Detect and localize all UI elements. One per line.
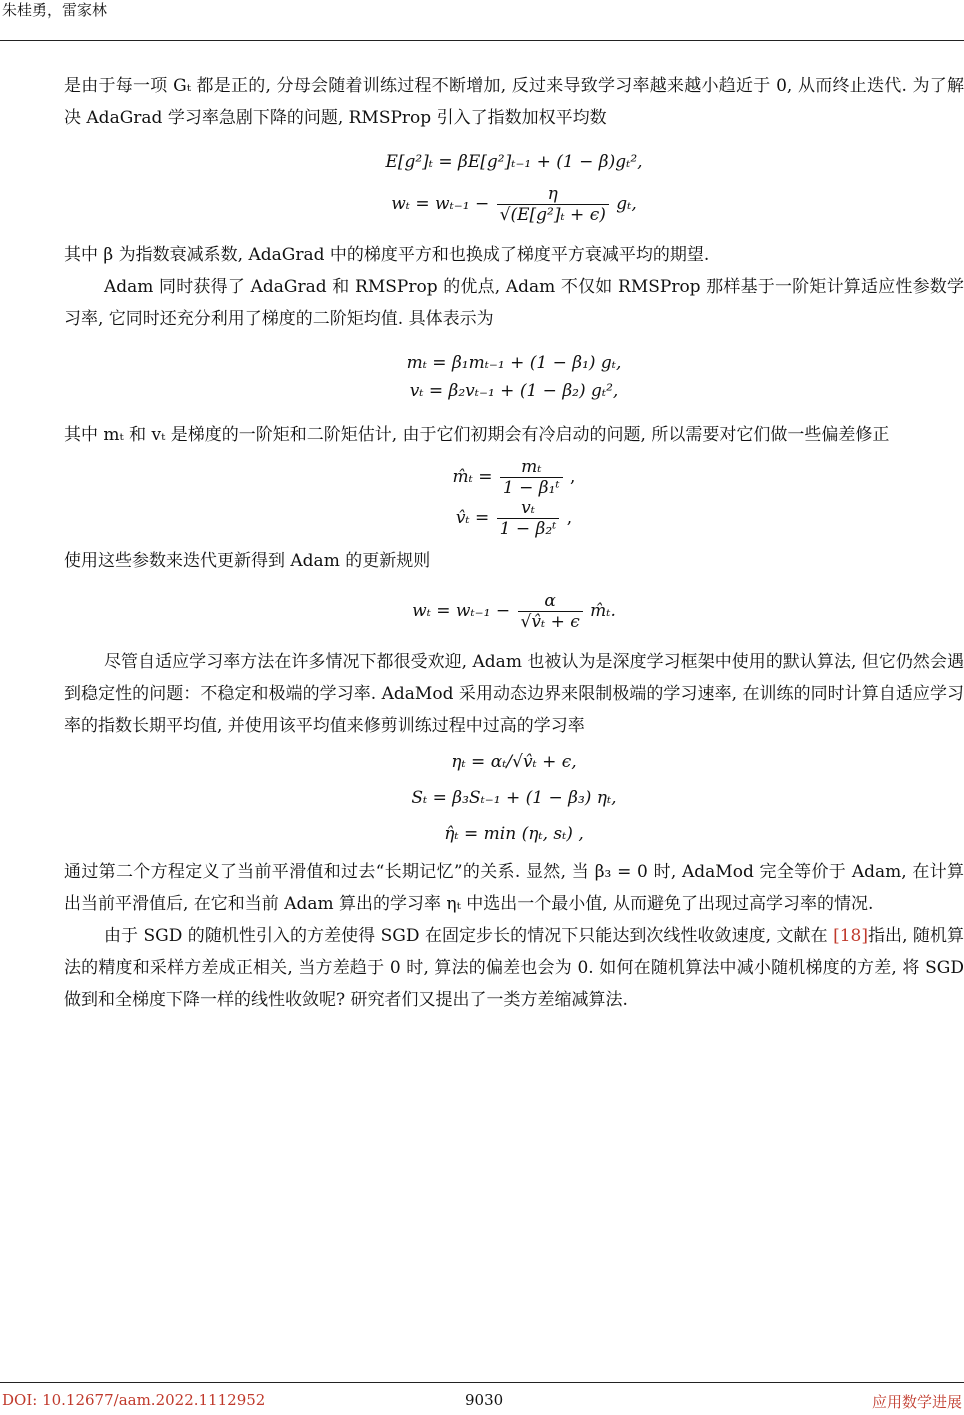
- footer-doi-link[interactable]: DOI: 10.12677/aam.2022.1112952: [2, 1391, 266, 1409]
- equation-adam-row2: vₜ = β₂vₜ₋₁ + (1 − β₂) gₜ²,: [409, 381, 619, 401]
- paragraph-8-start: 由于 SGD 的随机性引入的方差使得 SGD 在固定步长的情况下只能达到次线性收敛速度, 文献在: [104, 926, 834, 946]
- footer-page-number: 9030: [465, 1391, 504, 1409]
- eq3-row1-denominator: 1 − β₁ᵗ: [502, 478, 560, 498]
- eq4-right: m̂ₜ.: [590, 601, 616, 621]
- eq1-right: gₜ,: [616, 194, 637, 214]
- equation-adamod: [64, 748, 964, 848]
- equation-adamod-row3: η̂ₜ = min (ηₜ, sₜ) ,: [444, 824, 584, 844]
- citation-link[interactable]: [18]: [833, 926, 868, 946]
- paragraph-7: 通过第二个方程定义了当前平滑值和过去“长期记忆”的关系. 显然, 当 β₃ = 0 时, AdaMod 完全等价于 Adam, 在计算出当前平滑值后, 在它和当前 Adam 算出的学习率 ηₜ 中选出一个最小值, 从而避免了出现过高学习率的情况.: [64, 862, 964, 914]
- equation-rmsprop-row1: E[g²]ₜ = βE[g²]ₜ₋₁ + (1 − β)gₜ²,: [385, 152, 643, 172]
- equation-bias-row2: [64, 498, 964, 539]
- eq3-row2-left: v̂ₜ =: [455, 508, 490, 528]
- page-header: [0, 0, 964, 41]
- eq3-row2-denominator: 1 − β₂ᵗ: [499, 519, 557, 539]
- paragraph-1: 是由于每一项 Gₜ 都是正的, 分母会随着训练过程不断增加, 反过来导致学习率越来越小趋近于 0, 从而终止迭代. 为了解决 AdaGrad 学习率急剧下降的问题, RMSProp 引入了指数加权平均数: [64, 76, 964, 128]
- eq3-row1-left: m̂ₜ =: [452, 467, 493, 487]
- equation-adam-row1: mₜ = β₁mₜ₋₁ + (1 − β₁) gₜ,: [406, 353, 622, 373]
- eq3-row2-fraction: [497, 498, 560, 539]
- page-footer: [0, 1382, 964, 1415]
- eq1-left: wₜ = wₜ₋₁ −: [391, 194, 490, 214]
- eq1-numerator: η: [497, 184, 609, 205]
- eq3-row2-right: ,: [566, 508, 573, 528]
- paragraph-2: 其中 β 为指数衰减系数, AdaGrad 中的梯度平方和也换成了梯度平方衰减平均的期望.: [64, 245, 710, 265]
- equation-bias-row1: [64, 457, 964, 498]
- paragraph-6: 尽管自适应学习率方法在许多情况下都很受欢迎, Adam 也被认为是深度学习框架中使用的默认算法, 但它仍然会遇到稳定性的问题：不稳定和极端的学习率. AdaMod 采用动态边界来限制极端的学习速率, 在训练的同时计算自适应学习率的指数长期平均值, 并使用该平均值来修剪训练过程中过高的学习率: [64, 652, 964, 736]
- equation-adam-moments: [64, 349, 964, 405]
- eq1-fraction: [497, 184, 609, 225]
- paragraph-8-end: 指出, 随机算法的精度和采样方差成正相关, 当方差趋于 0 时, 算法的偏差也会为 0. 如何在随机算法中减小随机梯度的方差, 将 SGD 做到和全梯度下降一样的线性收敛呢? 研究者们又提出了一类方差缩减算法.: [64, 926, 964, 1010]
- paragraph-5: 使用这些参数来迭代更新得到 Adam 的更新规则: [64, 551, 431, 571]
- eq4-numerator: α: [518, 591, 583, 612]
- eq3-row2-numerator: vₜ: [497, 498, 560, 519]
- equation-rmsprop: [64, 148, 964, 225]
- paragraph-8: [64, 920, 964, 1016]
- equation-rmsprop-row2: [64, 184, 964, 225]
- equation-bias-correction: [64, 457, 964, 539]
- paragraph-3: Adam 同时获得了 AdaGrad 和 RMSProp 的优点, Adam 不仅如 RMSProp 那样基于一阶矩计算适应性参数学习率, 它同时还充分利用了梯度的二阶矩均值. 具体表示为: [64, 277, 964, 329]
- eq3-row1-numerator: mₜ: [500, 457, 563, 478]
- eq4-fraction: [518, 591, 583, 632]
- eq4-denominator: √v̂ₜ + ϵ: [520, 612, 580, 632]
- footer-journal-link[interactable]: 应用数学进展: [871, 1393, 962, 1411]
- equation-adamod-row2: Sₜ = β₃Sₜ₋₁ + (1 − β₃) ηₜ,: [411, 788, 617, 808]
- eq3-row1-fraction: [500, 457, 563, 498]
- eq1-denominator: √(E[g²]ₜ + ϵ): [499, 205, 606, 225]
- header-authors: 朱桂勇，雷家林: [2, 1, 108, 19]
- equation-adam-update: [64, 591, 964, 632]
- page-content: [64, 70, 964, 1016]
- equation-adamod-row1: ηₜ = αₜ/√v̂ₜ + ϵ,: [451, 752, 577, 772]
- eq4-left: wₜ = wₜ₋₁ −: [412, 601, 511, 621]
- equation-adam-update-row: [64, 591, 964, 632]
- eq3-row1-right: ,: [570, 467, 576, 487]
- paragraph-4: 其中 mₜ 和 vₜ 是梯度的一阶矩和二阶矩估计, 由于它们初期会有冷启动的问题, 所以需要对它们做一些偏差修正: [64, 425, 890, 445]
